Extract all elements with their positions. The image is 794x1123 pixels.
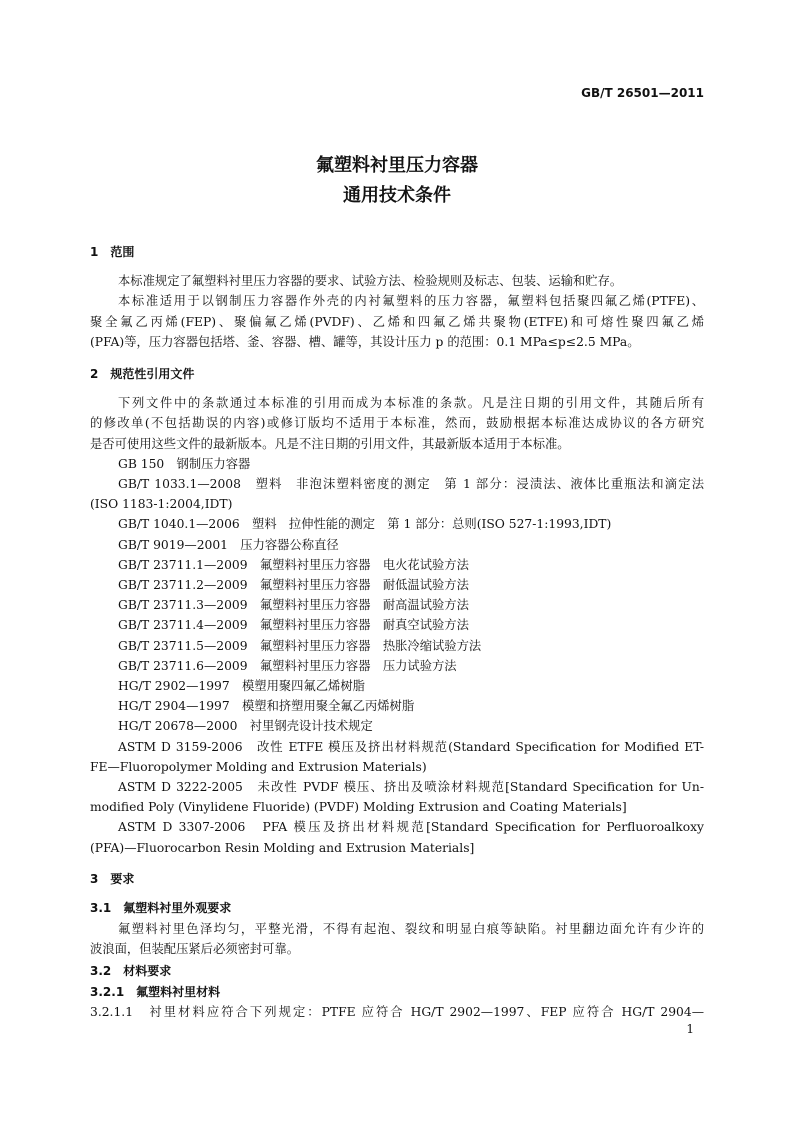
document-title-line2: 通用技术条件 [343, 185, 451, 206]
reference-item: GB/T 23711.4—2009 氟塑料衬里压力容器 耐真空试验方法 [118, 618, 469, 632]
section-2-para-line-1: 下列文件中的条款通过本标准的引用而成为本标准的条款。凡是注日期的引用文件，其随后所有 [118, 396, 704, 410]
reference-item: ASTM D 3159-2006 改性 ETFE 模压及挤出材料规范(Standard Specification for Modified ET- [118, 740, 704, 754]
reference-item: GB/T 1040.1—2006 塑料 拉伸性能的测定 第 1 部分：总则(ISO 527-1:1993,IDT) [118, 517, 612, 531]
reference-item-continuation: (ISO 1183-1:2004,IDT) [90, 497, 233, 511]
reference-item: GB/T 23711.1—2009 氟塑料衬里压力容器 电火花试验方法 [118, 558, 469, 572]
section-3-1-para-line-2: 波浪面，但装配压紧后必须密封可靠。 [90, 942, 300, 956]
section-2-para-line-2: 的修改单(不包括勘误的内容)或修订版均不适用于本标准，然而，鼓励根据本标准达成协议的各方研究 [90, 416, 704, 430]
section-2-para-line-3: 是否可使用这些文件的最新版本。凡是不注日期的引用文件，其最新版本适用于本标准。 [90, 437, 570, 451]
section-1-para-1: 本标准规定了氟塑料衬里压力容器的要求、试验方法、检验规则及标志、包装、运输和贮存。 [118, 274, 623, 288]
reference-item: GB/T 23711.6—2009 氟塑料衬里压力容器 压力试验方法 [118, 659, 457, 673]
section-3-1-heading: 3.1 氟塑料衬里外观要求 [90, 901, 232, 915]
reference-item-continuation: FE—Fluoropolymer Molding and Extrusion Materials) [90, 760, 427, 774]
section-3-2-1-heading: 3.2.1 氟塑料衬里材料 [90, 985, 221, 999]
reference-item: GB/T 23711.5—2009 氟塑料衬里压力容器 热胀冷缩试验方法 [118, 639, 482, 653]
reference-item: HG/T 2902—1997 模塑用聚四氟乙烯树脂 [118, 679, 365, 693]
reference-item: GB/T 23711.3—2009 氟塑料衬里压力容器 耐高温试验方法 [118, 598, 469, 612]
reference-item: GB/T 1033.1—2008 塑料 非泡沫塑料密度的测定 第 1 部分：浸渍法、液体比重瓶法和滴定法 [118, 477, 704, 491]
section-3-2-heading: 3.2 材料要求 [90, 964, 172, 978]
reference-item: GB/T 9019—2001 压力容器公称直径 [118, 538, 339, 552]
reference-item: ASTM D 3307-2006 PFA 模压及挤出材料规范[Standard Specification for Perfluoroalkoxy [118, 820, 704, 834]
document-title-line1: 氟塑料衬里压力容器 [316, 155, 478, 176]
section-1-para-2-line-3: (PFA)等，压力容器包括塔、釜、容器、槽、罐等，其设计压力 p 的范围：0.1 MPa≤p≤2.5 MPa。 [90, 335, 640, 349]
reference-item: HG/T 20678—2000 衬里钢壳设计技术规定 [118, 719, 373, 733]
reference-item: HG/T 2904—1997 模塑和挤塑用聚全氟乙丙烯树脂 [118, 699, 415, 713]
section-3-heading: 3 要求 [90, 872, 135, 886]
section-2-heading: 2 规范性引用文件 [90, 367, 195, 381]
reference-item-continuation: modified Poly (Vinylidene Fluoride) (PVDF) Molding Extrusion and Coating Materials] [90, 800, 627, 814]
reference-item-continuation: (PFA)—Fluorocarbon Resin Molding and Extrusion Materials] [90, 841, 475, 855]
section-3-1-para-line-1: 氟塑料衬里色泽均匀，平整光滑，不得有起泡、裂纹和明显白痕等缺陷。衬里翻边面允许有少许的 [118, 922, 704, 936]
reference-item: GB/T 23711.2—2009 氟塑料衬里压力容器 耐低温试验方法 [118, 578, 469, 592]
reference-item: ASTM D 3222-2005 未改性 PVDF 模压、挤出及喷涂材料规范[Standard Specification for Un- [118, 780, 704, 794]
page-number: 1 [686, 1022, 694, 1036]
section-3-2-1-1-para: 3.2.1.1 衬里材料应符合下列规定：PTFE 应符合 HG/T 2902—1997、FEP 应符合 HG/T 2904— [90, 1005, 704, 1019]
reference-item: GB 150 钢制压力容器 [118, 457, 251, 471]
section-1-heading: 1 范围 [90, 245, 135, 259]
standard-code: GB/T 26501—2011 [581, 86, 704, 100]
section-1-para-2-line-2: 聚全氟乙丙烯(FEP)、聚偏氟乙烯(PVDF)、乙烯和四氟乙烯共聚物(ETFE)和可熔性聚四氟乙烯 [90, 315, 704, 329]
section-1-para-2-line-1: 本标准适用于以钢制压力容器作外壳的内衬氟塑料的压力容器，氟塑料包括聚四氟乙烯(PTFE)、 [118, 294, 704, 308]
